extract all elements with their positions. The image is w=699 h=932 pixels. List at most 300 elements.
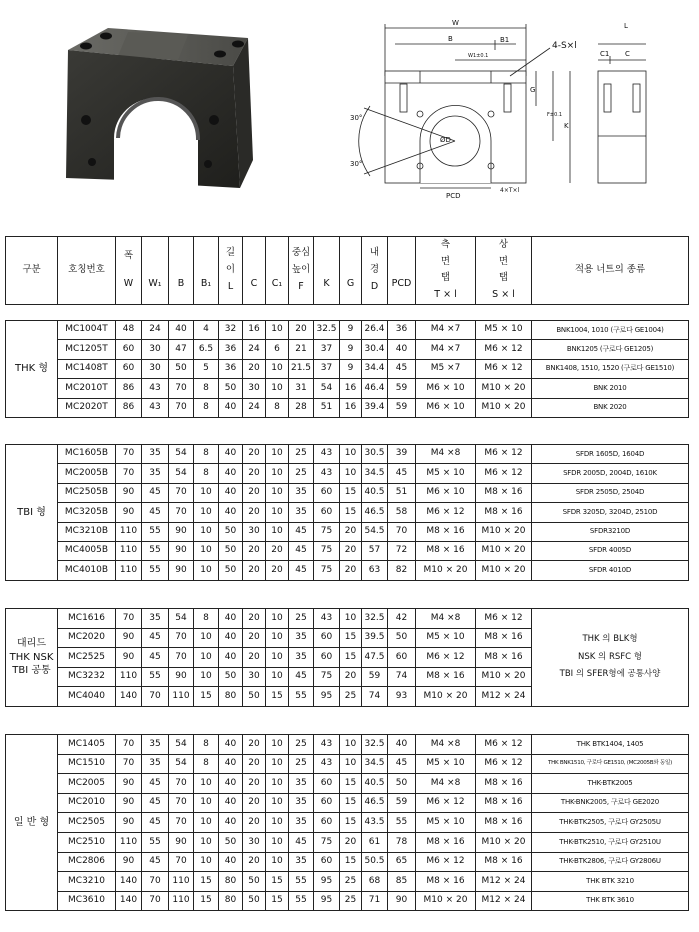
col-header-12	[416, 237, 476, 305]
value-cell: 45	[142, 852, 169, 872]
value-cell: 34.5	[362, 464, 388, 483]
value-cell: 43	[314, 754, 340, 774]
value-cell: 25	[340, 687, 362, 707]
value-cell: 54	[169, 609, 194, 629]
value-cell: 35	[142, 609, 169, 629]
table-row	[6, 561, 689, 580]
value-cell: 37	[314, 359, 340, 378]
value-cell: 110	[116, 832, 142, 852]
table-row	[6, 359, 689, 378]
value-cell: 90	[169, 832, 194, 852]
value-cell: M6 × 10	[416, 483, 476, 502]
value-cell: 40.5	[362, 774, 388, 794]
model-cell: MC3232	[58, 667, 116, 687]
value-cell: 40	[219, 754, 243, 774]
value-cell: M5 × 10	[416, 813, 476, 833]
value-cell: 35	[289, 648, 314, 668]
model-cell: MC1605B	[58, 445, 116, 464]
value-cell: 47	[169, 340, 194, 359]
value-cell: 95	[314, 687, 340, 707]
value-cell: 70	[169, 813, 194, 833]
value-cell: 58	[388, 503, 416, 522]
dim-L-label: L	[624, 22, 628, 30]
value-cell: 60	[314, 813, 340, 833]
value-cell: 90	[116, 852, 142, 872]
col-header-0	[116, 237, 142, 305]
value-cell: 40	[219, 774, 243, 794]
value-cell: M6 × 12	[416, 852, 476, 872]
value-cell: 40	[388, 340, 416, 359]
value-cell: 90	[116, 503, 142, 522]
value-cell: 45	[289, 667, 314, 687]
table-row	[6, 891, 689, 911]
col-header-6	[266, 237, 289, 305]
value-cell: 70	[142, 687, 169, 707]
category-cell: TBI 형	[6, 445, 58, 581]
value-cell: 50	[243, 891, 266, 911]
value-cell: 48	[116, 321, 142, 340]
value-cell: 15	[194, 891, 219, 911]
value-cell: 32	[219, 321, 243, 340]
value-cell: 40	[219, 735, 243, 755]
model-cell: MC3210B	[58, 522, 116, 541]
value-cell: 21.5	[289, 359, 314, 378]
value-cell: 31	[289, 379, 314, 398]
angle-upper-label: 30°	[350, 114, 363, 122]
model-cell: MC2020	[58, 628, 116, 648]
value-cell: 10	[266, 464, 289, 483]
table-row	[6, 774, 689, 794]
value-cell: 20	[243, 813, 266, 833]
table-row	[6, 503, 689, 522]
value-cell: 26.4	[362, 321, 388, 340]
value-cell: 70	[116, 754, 142, 774]
value-cell: 85	[388, 872, 416, 892]
value-cell: 90	[116, 483, 142, 502]
value-cell: 43	[314, 609, 340, 629]
value-cell: 40	[388, 735, 416, 755]
model-cell: MC1004T	[58, 321, 116, 340]
value-cell: 46.5	[362, 793, 388, 813]
value-cell: 20	[243, 541, 266, 560]
table-row	[6, 872, 689, 892]
value-cell: 15	[340, 503, 362, 522]
col-header-bottom: F	[298, 280, 304, 292]
nut-type-cell: THK BTK 3610	[532, 891, 689, 911]
value-cell: M6 × 12	[416, 648, 476, 668]
value-cell: 40.5	[362, 483, 388, 502]
value-cell: M10 × 20	[416, 687, 476, 707]
value-cell: 90	[169, 541, 194, 560]
value-cell: M10 × 20	[476, 379, 532, 398]
value-cell: 10	[340, 464, 362, 483]
table-row	[6, 852, 689, 872]
col-header-top	[395, 248, 409, 276]
value-cell: 63	[362, 561, 388, 580]
dim-B-label: B	[448, 35, 453, 43]
value-cell: 10	[266, 852, 289, 872]
value-cell: M6 × 12	[476, 464, 532, 483]
value-cell: M10 × 20	[476, 561, 532, 580]
value-cell: M10 × 20	[476, 667, 532, 687]
col-header-top: 상면탭	[498, 239, 509, 284]
value-cell: 5	[194, 359, 219, 378]
value-cell: M4 ×7	[416, 340, 476, 359]
value-cell: 30	[243, 522, 266, 541]
col-header-bottom: B	[177, 277, 185, 289]
value-cell: 24	[243, 340, 266, 359]
value-cell: 10	[194, 813, 219, 833]
value-cell: 70	[169, 628, 194, 648]
value-cell: 90	[116, 774, 142, 794]
value-cell: 36	[219, 340, 243, 359]
value-cell: 110	[169, 872, 194, 892]
spec-group-table	[5, 734, 689, 911]
value-cell: 45	[142, 483, 169, 502]
value-cell: 55	[142, 522, 169, 541]
value-cell: M12 × 24	[476, 872, 532, 892]
model-cell: MC2510	[58, 832, 116, 852]
value-cell: 40	[219, 813, 243, 833]
model-cell: MC2525	[58, 648, 116, 668]
value-cell: 46.5	[362, 503, 388, 522]
value-cell: 20	[243, 793, 266, 813]
value-cell: 45	[388, 464, 416, 483]
value-cell: 10	[266, 321, 289, 340]
value-cell: 37	[314, 340, 340, 359]
value-cell: 74	[388, 667, 416, 687]
value-cell: 20	[340, 561, 362, 580]
dim-C1-label: C1	[600, 50, 610, 58]
value-cell: 90	[116, 793, 142, 813]
value-cell: 20	[243, 774, 266, 794]
value-cell: 90	[116, 813, 142, 833]
value-cell: M8 × 16	[476, 852, 532, 872]
value-cell: 43	[314, 464, 340, 483]
value-cell: 16	[243, 321, 266, 340]
value-cell: 110	[116, 522, 142, 541]
col-header-9	[340, 237, 362, 305]
value-cell: 8	[194, 754, 219, 774]
value-cell: 16	[340, 398, 362, 417]
col-header-13	[476, 237, 532, 305]
value-cell: M6 × 12	[476, 754, 532, 774]
value-cell: 36	[388, 321, 416, 340]
dim-D-label: ØD	[440, 136, 451, 144]
value-cell: 15	[340, 483, 362, 502]
value-cell: 10	[266, 648, 289, 668]
note-line: NSK 의 RSFC 형	[578, 651, 642, 662]
nut-type-cell: SFDR 4005D	[532, 541, 689, 560]
col-header-10	[362, 237, 388, 305]
category-header: 구분	[6, 237, 58, 305]
value-cell: 25	[340, 891, 362, 911]
value-cell: 60	[314, 852, 340, 872]
value-cell: 40	[219, 628, 243, 648]
value-cell: 10	[340, 754, 362, 774]
value-cell: 24	[142, 321, 169, 340]
value-cell: 8	[194, 735, 219, 755]
nut-type-cell: SFDR3210D	[532, 522, 689, 541]
nut-type-cell: THK BTK 3210	[532, 872, 689, 892]
value-cell: 70	[169, 648, 194, 668]
dim-C-label: C	[625, 50, 630, 58]
value-cell: 15	[194, 687, 219, 707]
nut-type-cell: THK BNK1510, 구로다 GE1510, (MC2005B와 동일)	[532, 754, 689, 774]
value-cell: 50	[219, 541, 243, 560]
value-cell: 20	[243, 754, 266, 774]
value-cell: 60	[388, 648, 416, 668]
value-cell: 78	[388, 832, 416, 852]
value-cell: 20	[243, 359, 266, 378]
nut-bracket-photo	[48, 20, 278, 200]
value-cell: 140	[116, 687, 142, 707]
col-header-top	[174, 248, 188, 276]
side-tap-label: 4×T×l	[500, 187, 520, 194]
col-header-bottom: G	[346, 277, 355, 289]
value-cell: M8 × 16	[476, 813, 532, 833]
col-header-1	[142, 237, 169, 305]
value-cell: 140	[116, 872, 142, 892]
value-cell: 70	[388, 522, 416, 541]
value-cell: M10 × 20	[416, 561, 476, 580]
model-cell: MC1616	[58, 609, 116, 629]
value-cell: 110	[116, 541, 142, 560]
value-cell: 90	[169, 522, 194, 541]
value-cell: 35	[289, 813, 314, 833]
nut-type-cell: THK-BTK2510, 구로다 GY2510U	[532, 832, 689, 852]
common-spec-note	[532, 609, 689, 707]
nut-type-cell: THK-BTK2505, 구로다 GY2505U	[532, 813, 689, 833]
dim-G-label: G	[530, 86, 536, 94]
value-cell: 10	[266, 379, 289, 398]
value-cell: 90	[169, 667, 194, 687]
value-cell: 90	[388, 891, 416, 911]
value-cell: 50	[219, 832, 243, 852]
value-cell: 60	[314, 483, 340, 502]
value-cell: 60	[314, 793, 340, 813]
table-row	[6, 321, 689, 340]
value-cell: 70	[116, 464, 142, 483]
value-cell: 10	[194, 541, 219, 560]
value-cell: 45	[142, 813, 169, 833]
value-cell: 40	[219, 793, 243, 813]
value-cell: 45	[142, 793, 169, 813]
value-cell: 50	[169, 359, 194, 378]
value-cell: M6 × 10	[416, 379, 476, 398]
value-cell: 10	[266, 359, 289, 378]
model-cell: MC1510	[58, 754, 116, 774]
value-cell: 39	[388, 445, 416, 464]
value-cell: 50	[219, 379, 243, 398]
value-cell: 60	[314, 774, 340, 794]
value-cell: 54	[169, 464, 194, 483]
value-cell: 68	[362, 872, 388, 892]
dim-PCD-label: PCD	[446, 192, 461, 200]
nut-type-cell: THK BTK1404, 1405	[532, 735, 689, 755]
col-header-top	[270, 248, 284, 276]
value-cell: 15	[340, 852, 362, 872]
col-header-top: 길이	[225, 247, 236, 275]
value-cell: M4 ×8	[416, 774, 476, 794]
value-cell: 47.5	[362, 648, 388, 668]
value-cell: 55	[388, 813, 416, 833]
value-cell: 36	[219, 359, 243, 378]
value-cell: M5 × 10	[416, 464, 476, 483]
model-cell: MC2005B	[58, 464, 116, 483]
value-cell: 45	[289, 832, 314, 852]
value-cell: 59	[388, 379, 416, 398]
value-cell: 80	[219, 891, 243, 911]
value-cell: 45	[289, 522, 314, 541]
value-cell: 20	[340, 522, 362, 541]
col-header-bottom: W₁	[148, 277, 162, 289]
value-cell: 10	[266, 483, 289, 502]
value-cell: 30	[243, 667, 266, 687]
value-cell: 30	[243, 379, 266, 398]
dim-F-label: F±0.1	[547, 112, 563, 118]
model-cell: MC2010	[58, 793, 116, 813]
value-cell: M8 × 16	[476, 628, 532, 648]
value-cell: 75	[314, 832, 340, 852]
value-cell: 20	[243, 503, 266, 522]
value-cell: 34.5	[362, 754, 388, 774]
col-header-top: 중심높이	[291, 247, 311, 275]
value-cell: 40	[219, 464, 243, 483]
model-cell: MC2505B	[58, 483, 116, 502]
value-cell: 82	[388, 561, 416, 580]
value-cell: 70	[116, 445, 142, 464]
value-cell: 10	[266, 832, 289, 852]
dim-W1-label: W1±0.1	[468, 53, 489, 59]
value-cell: 10	[266, 735, 289, 755]
table-row	[6, 735, 689, 755]
value-cell: M10 × 20	[476, 398, 532, 417]
value-cell: 110	[169, 891, 194, 911]
value-cell: 10	[340, 609, 362, 629]
tap-label: 4-S×l	[552, 41, 577, 51]
value-cell: 15	[340, 648, 362, 668]
value-cell: 35	[289, 628, 314, 648]
spec-group-table	[5, 320, 689, 418]
value-cell: 35	[142, 464, 169, 483]
value-cell: 70	[169, 774, 194, 794]
value-cell: 15	[340, 774, 362, 794]
value-cell: M4 ×8	[416, 609, 476, 629]
value-cell: 70	[116, 735, 142, 755]
value-cell: M6 × 12	[476, 340, 532, 359]
value-cell: 20	[266, 541, 289, 560]
note-line: THK 의 BLK형	[582, 633, 638, 644]
value-cell: 54	[314, 379, 340, 398]
value-cell: 10	[266, 813, 289, 833]
table-row	[6, 793, 689, 813]
value-cell: 10	[266, 628, 289, 648]
model-cell: MC4040	[58, 687, 116, 707]
value-cell: 55	[289, 687, 314, 707]
value-cell: M12 × 24	[476, 891, 532, 911]
value-cell: 43	[314, 735, 340, 755]
value-cell: 10	[194, 628, 219, 648]
table-row	[6, 398, 689, 417]
value-cell: M10 × 20	[476, 541, 532, 560]
value-cell: 55	[142, 832, 169, 852]
value-cell: 70	[116, 609, 142, 629]
nut-type-cell: BNK 2020	[532, 398, 689, 417]
value-cell: 10	[340, 735, 362, 755]
value-cell: 40	[169, 321, 194, 340]
value-cell: 45	[142, 774, 169, 794]
value-cell: M6 × 12	[416, 793, 476, 813]
col-header-bottom: K	[323, 277, 330, 289]
table-row	[6, 609, 689, 629]
value-cell: M10 × 20	[476, 832, 532, 852]
col-header-bottom: PCD	[391, 277, 412, 289]
value-cell: 93	[388, 687, 416, 707]
col-header-bottom: D	[370, 280, 379, 292]
value-cell: 9	[340, 321, 362, 340]
value-cell: 32.5	[314, 321, 340, 340]
value-cell: 40	[219, 483, 243, 502]
value-cell: 8	[194, 445, 219, 464]
value-cell: 110	[116, 667, 142, 687]
model-cell: MC2005	[58, 774, 116, 794]
value-cell: 70	[169, 398, 194, 417]
value-cell: 20	[289, 321, 314, 340]
col-header-bottom: B₁	[200, 277, 212, 289]
col-header-top: 측면탭	[440, 239, 451, 284]
value-cell: M8 × 16	[476, 648, 532, 668]
value-cell: 51	[388, 483, 416, 502]
value-cell: M5 ×7	[416, 359, 476, 378]
value-cell: 55	[142, 561, 169, 580]
spec-table-header	[5, 236, 689, 305]
value-cell: 110	[116, 561, 142, 580]
angle-lower-label: 30°	[350, 160, 363, 168]
col-header-5	[243, 237, 266, 305]
value-cell: 34.4	[362, 359, 388, 378]
nut-type-cell: THK-BNK2005, 구로다 GE2020	[532, 793, 689, 813]
value-cell: M6 × 12	[476, 735, 532, 755]
value-cell: 20	[340, 667, 362, 687]
value-cell: 15	[266, 891, 289, 911]
value-cell: 55	[142, 541, 169, 560]
value-cell: 110	[169, 687, 194, 707]
value-cell: 10	[194, 774, 219, 794]
value-cell: 30.4	[362, 340, 388, 359]
value-cell: 30	[142, 359, 169, 378]
value-cell: 10	[266, 522, 289, 541]
value-cell: 46.4	[362, 379, 388, 398]
value-cell: 10	[266, 754, 289, 774]
model-header: 호칭번호	[58, 237, 116, 305]
nut-type-cell: THK-BTK2806, 구로다 GY2806U	[532, 852, 689, 872]
value-cell: M6 × 10	[416, 398, 476, 417]
value-cell: 20	[340, 541, 362, 560]
nut-type-cell: BNK1408, 1510, 1520 (구로다 GE1510)	[532, 359, 689, 378]
col-header-4	[219, 237, 243, 305]
model-cell: MC3610	[58, 891, 116, 911]
value-cell: 71	[362, 891, 388, 911]
value-cell: 16	[340, 379, 362, 398]
value-cell: 39.4	[362, 398, 388, 417]
value-cell: M5 × 10	[476, 321, 532, 340]
value-cell: 86	[116, 379, 142, 398]
value-cell: 35	[289, 774, 314, 794]
value-cell: 20	[243, 483, 266, 502]
value-cell: 10	[194, 852, 219, 872]
dim-K-label: K	[564, 122, 569, 130]
